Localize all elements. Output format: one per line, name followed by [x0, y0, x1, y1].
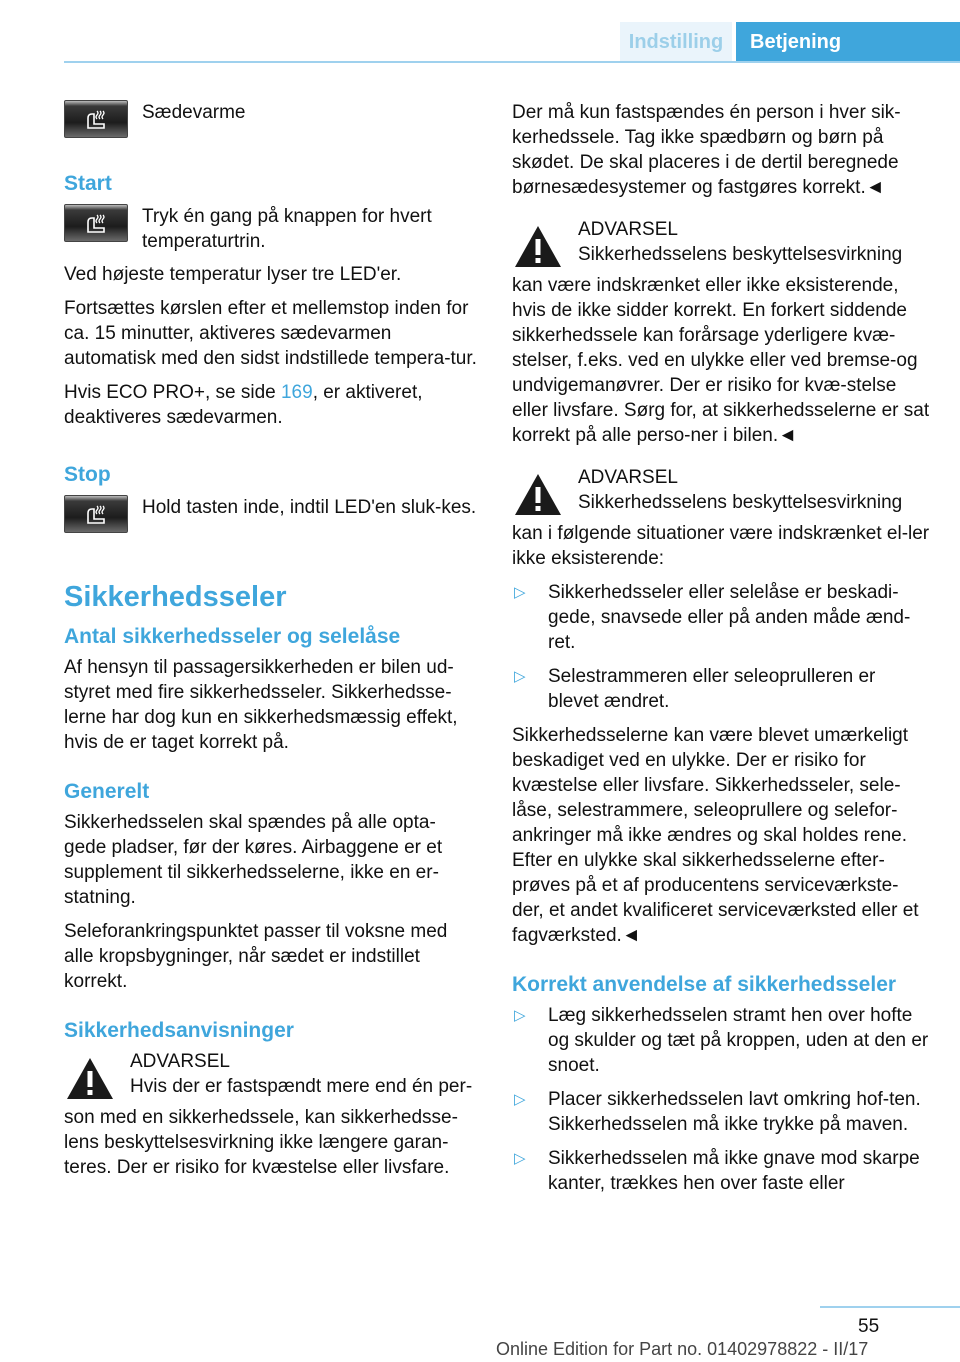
subsection-heading-generelt: Generelt: [64, 780, 150, 803]
warning-first-line: Hvis der er fastspændt mere end én per-: [130, 1076, 473, 1097]
warning-first-line: Sikkerhedsselens beskyttelsesvirkning: [578, 492, 903, 513]
warning-triangle-icon: [512, 221, 564, 273]
warning-text: son med en sikkerhedssele, kan sikkerhedsse-lens beskyttelsesvirkning ikke længere garan-teres. Der er risiko for kvæstelse eller livsfare.: [64, 1107, 458, 1178]
start-paragraph-2: Fortsættes kørslen efter et mellemstop inden for ca. 15 minutter, aktiveres sædevarmen automatisk med den sidst indstillede tempera-tur.: [64, 298, 477, 369]
warning-triangle-icon: [64, 1053, 116, 1105]
bullet-triangle-icon: ▷: [514, 668, 526, 685]
list-item-text: Læg sikkerhedsselen stramt hen over hofte og skulder og tæt på kroppen, uden at den er snoet.: [548, 1005, 929, 1076]
footer-rule: [820, 1306, 960, 1308]
warning-title: ADVARSEL: [130, 1051, 230, 1072]
list-item: [512, 1087, 930, 1137]
stop-icon-row: [64, 495, 478, 533]
footer-edition: Online Edition for Part no. 01402978822 - II/17: [496, 1339, 869, 1359]
section-title: Sikkerhedsseler: [64, 581, 287, 613]
subsection-heading-korrekt: Korrekt anvendelse af sikkerhedsseler: [512, 973, 897, 996]
start-icon-row: [64, 204, 478, 254]
header-tabs: [620, 22, 960, 62]
antal-paragraph: Af hensyn til passagersikkerheden er bilen ud-styret med fire sikkerhedsseler. Sikkerhedsse-lerne har dog kun en sikkerhedsmæssig effekt, hvis de er taget korrekt på.: [64, 657, 458, 753]
subsection-heading-anvisninger: Sikkerhedsanvisninger: [64, 1019, 294, 1042]
left-column: [64, 100, 478, 1189]
page-number: 55: [858, 1316, 880, 1337]
page-link-169[interactable]: 169: [280, 382, 313, 403]
list-item-text: Sikkerhedsseler eller selelåse er beskadi-gede, snavsede eller på anden måde ænd-ret.: [548, 582, 911, 653]
warning-text: kan i følgende situationer være indskrænket el-ler ikke eksisterende:: [512, 523, 930, 569]
start-heading: Start: [64, 172, 112, 195]
start-p3-text-a: Hvis ECO PRO+, se side: [64, 382, 281, 403]
start-paragraph-3: [64, 380, 478, 430]
warning-block-3: [512, 465, 930, 521]
stop-heading: Stop: [64, 463, 111, 486]
header-rule: [64, 61, 960, 63]
bullet-triangle-icon: ▷: [514, 584, 526, 601]
list-item: [512, 664, 930, 714]
bullet-triangle-icon: ▷: [514, 1150, 526, 1167]
warning-title: ADVARSEL: [578, 467, 678, 488]
list-item: [512, 1146, 930, 1196]
warning-title: ADVARSEL: [578, 219, 678, 240]
subsection-heading-antal: Antal sikkerhedsseler og selelåse: [64, 625, 401, 648]
start-paragraph-1: Ved højeste temperatur lyser tre LED'er.: [64, 264, 402, 285]
seat-heating-icon: [64, 100, 128, 138]
generelt-paragraph-2: Seleforankringspunktet passer til voksne med alle kropsbygninger, når sædet er indstillet korrekt.: [64, 921, 448, 992]
warning-block-1: [64, 1049, 478, 1105]
seat-heating-icon: [64, 495, 128, 533]
start-p3-text-b: , er aktiveret, deaktiveres sædevarmen.: [64, 382, 423, 428]
warning-text: kan være indskrænket eller ikke eksisterende, hvis de ikke sidder korrekt. En forkert siddende sikkerhedssele kan forårsage yderligere kvæ-stelser, f.eks. ved en ulykke eller ved bremse-og undvigemanøvrer. Der er risiko for kvæ-stelse eller livsfare. Sørg for, at sikkerhedsselerne er sat korrekt på alle perso-ner i bilen.◄: [512, 275, 930, 446]
warning-triangle-icon: [512, 469, 564, 521]
bullet-triangle-icon: ▷: [514, 1007, 526, 1024]
stop-instruction: Hold tasten inde, indtil LED'en sluk-kes.: [142, 497, 477, 518]
generelt-paragraph-1: Sikkerhedsselen skal spændes på alle opta-gede pladser, før der køres. Airbaggene er et supplement til sikkerhedsselerne, ikke en er-statning.: [64, 812, 443, 908]
tab-indstilling[interactable]: Indstilling: [620, 22, 732, 62]
start-instruction: Tryk én gang på knappen for hvert temperaturtrin.: [142, 206, 432, 252]
list-item: [512, 580, 930, 655]
bullet-triangle-icon: ▷: [514, 1091, 526, 1108]
warning-first-line: Sikkerhedsselens beskyttelsesvirkning: [578, 244, 903, 265]
list-item-text: Selestrammeren eller seleoprulleren er blevet ændret.: [548, 666, 876, 712]
right-column: [512, 100, 930, 1205]
right-paragraph-2: Sikkerhedsselerne kan være blevet umærkeligt beskadiget ved en ulykke. Der er risiko for kvæstelse eller livsfare. Sikkerhedsseler, sele-låse, selestrammere, seleoprullere og selefor-ankringer må ikke ændres og skal holdes rene. Efter en ulykke skal sikkerhedsselerne efter-prøves på et af producentens serviceværkste-der, et andet kvalificeret serviceværksted eller et fagværksted.◄: [512, 725, 919, 946]
right-paragraph-1: Der må kun fastspændes én person i hver sik-kerhedssele. Tag ikke spædbørn og børn på skødet. De skal placeres i de dertil beregnede børnesædesystemer og fastgøres korrekt.◄: [512, 102, 901, 198]
seat-heating-label: Sædevarme: [142, 102, 246, 123]
tab-betjening[interactable]: Betjening: [736, 22, 960, 62]
seat-heating-row: [64, 100, 478, 138]
list-item-text: Placer sikkerhedsselen lavt omkring hof-ten. Sikkerhedsselen må ikke trykke på maven.: [548, 1089, 921, 1135]
warning-block-2: [512, 217, 930, 273]
list-item: [512, 1003, 930, 1078]
seat-heating-icon: [64, 204, 128, 242]
list-item-text: Sikkerhedsselen må ikke gnave mod skarpe kanter, trækkes hen over faste eller: [548, 1148, 920, 1194]
